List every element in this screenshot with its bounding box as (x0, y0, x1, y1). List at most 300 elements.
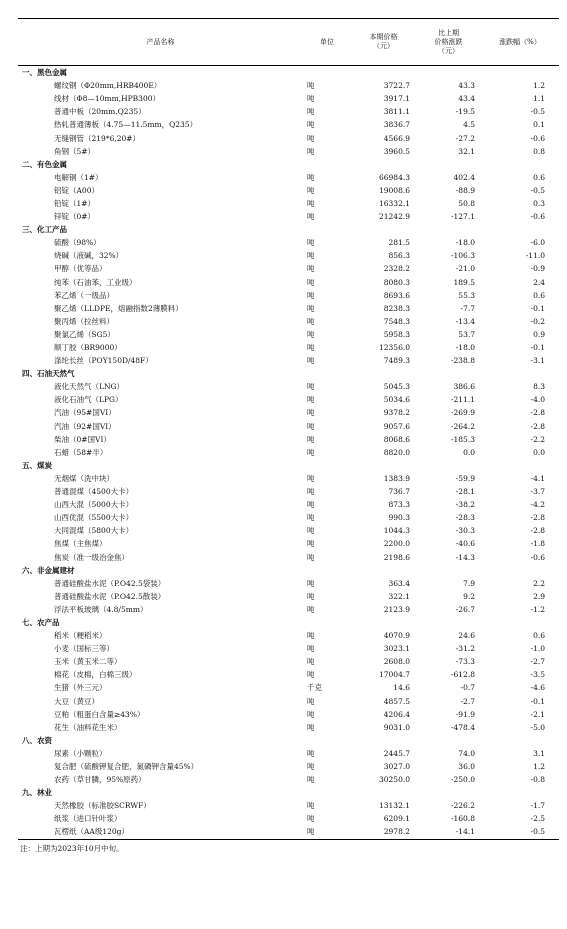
table-row (18, 328, 559, 341)
section-row (18, 616, 559, 629)
change-cell: 32.1 (458, 146, 475, 156)
unit-cell: 吨 (307, 578, 315, 588)
price-cell: 14.6 (393, 683, 410, 693)
change-cell: -211.1 (450, 395, 475, 405)
price-cell: 873.3 (388, 500, 410, 510)
change-cell: 4.5 (463, 120, 475, 130)
change-cell: -226.2 (450, 801, 475, 811)
change-cell: -2.7 (460, 696, 475, 706)
header-price-line-1: 本期价格 (369, 33, 398, 41)
price-cell: 5045.3 (383, 382, 410, 392)
table-row (18, 721, 559, 734)
product-name-cell: 农药（草甘膦，95%原药） (54, 775, 146, 785)
unit-cell: 吨 (307, 591, 315, 601)
percent-cell: -5.0 (530, 722, 545, 732)
unit-cell: 吨 (307, 290, 315, 300)
percent-cell: -2.5 (530, 814, 545, 824)
percent-cell: -4.1 (530, 473, 545, 483)
table-row (18, 472, 559, 485)
price-cell: 2123.9 (383, 604, 410, 614)
product-name-cell: 汽油（92#国VI） (54, 421, 116, 431)
percent-cell: 3.1 (533, 748, 545, 758)
unit-cell: 吨 (307, 722, 315, 732)
percent-cell: -0.2 (530, 316, 545, 326)
table-row (18, 197, 559, 210)
unit-cell: 吨 (307, 670, 315, 680)
price-cell: 3023.1 (383, 644, 410, 654)
price-cell: 3811.1 (383, 107, 410, 117)
product-name-cell: 纯苯（石油苯，工业级） (54, 277, 137, 287)
section-row (18, 158, 559, 171)
percent-cell: 0.0 (533, 447, 545, 457)
product-name-cell: 普通混煤（4500大卡） (54, 487, 134, 497)
product-name-cell: 甲醇（优等品） (54, 264, 107, 274)
unit-cell: 吨 (307, 500, 315, 510)
percent-cell: 2.9 (533, 591, 545, 601)
price-cell: 8238.3 (383, 303, 410, 313)
change-cell: 402.4 (453, 172, 475, 182)
change-cell: -19.5 (455, 107, 475, 117)
percent-cell: -4.6 (530, 683, 545, 693)
price-cell: 8820.0 (383, 447, 410, 457)
table-row (18, 708, 559, 721)
product-name-cell: 汽油（95#国VI） (54, 408, 116, 418)
change-cell: 43.4 (458, 94, 475, 104)
price-cell: 1383.9 (383, 473, 410, 483)
product-name-cell: 顺丁胶（BR9000） (54, 343, 122, 353)
table-row (18, 380, 559, 393)
product-name-cell: 锌锭（0#） (54, 212, 96, 222)
section-title: 一、黑色金属 (22, 68, 67, 78)
product-name-cell: 浮法平板玻璃（4.8/5mm） (54, 604, 148, 614)
price-cell: 5958.3 (383, 329, 410, 339)
unit-cell: 吨 (307, 185, 315, 195)
price-cell: 4566.9 (383, 133, 410, 143)
product-name-cell: 聚氯乙烯（SG5） (54, 329, 115, 339)
percent-cell: -4.0 (530, 395, 545, 405)
price-cell: 3960.5 (383, 146, 410, 156)
product-name-cell: 复合肥（硫酸钾复合肥，氮磷钾含量45%） (54, 762, 199, 772)
unit-cell: 吨 (307, 94, 315, 104)
table-row (18, 485, 559, 498)
price-cell: 4070.9 (383, 631, 410, 641)
price-cell: 9031.0 (383, 722, 410, 732)
unit-cell: 吨 (307, 696, 315, 706)
product-name-cell: 普通中板（20mm,Q235） (54, 107, 146, 117)
table-row (18, 773, 559, 786)
percent-cell: -0.1 (530, 343, 545, 353)
percent-cell: -0.9 (530, 264, 545, 274)
product-name-cell: 螺纹钢（Φ20mm,HRB400E） (54, 81, 162, 91)
change-cell: -238.8 (450, 356, 475, 366)
table-body (18, 66, 559, 840)
product-name-cell: 液化天然气（LNG） (54, 382, 125, 392)
price-cell: 3917.1 (383, 94, 410, 104)
table-row (18, 642, 559, 655)
percent-cell: -1.2 (530, 604, 545, 614)
price-cell: 4206.4 (383, 709, 410, 719)
table-row (18, 236, 559, 249)
percent-cell: -0.6 (530, 552, 545, 562)
percent-cell: 0.1 (533, 120, 545, 130)
product-name-cell: 普通硅酸盐水泥（P.O42.5散装） (54, 591, 166, 601)
product-name-cell: 铅锭（1#） (54, 198, 96, 208)
table-row (18, 420, 559, 433)
percent-cell: -0.6 (530, 133, 545, 143)
price-cell: 9057.6 (383, 421, 410, 431)
table-row (18, 210, 559, 223)
change-cell: -478.4 (450, 722, 475, 732)
percent-cell: 0.6 (533, 290, 545, 300)
product-name-cell: 玉米（黄玉米二等） (54, 657, 122, 667)
price-cell: 3836.7 (383, 120, 410, 130)
unit-cell: 吨 (307, 343, 315, 353)
price-cell: 13132.1 (378, 801, 410, 811)
table-row (18, 577, 559, 590)
percent-cell: -2.8 (530, 513, 545, 523)
table-row (18, 498, 559, 511)
table-row (18, 92, 559, 105)
table-row (18, 603, 559, 616)
unit-cell: 吨 (307, 775, 315, 785)
unit-cell: 吨 (307, 487, 315, 497)
table-row (18, 131, 559, 144)
change-cell: -28.3 (455, 513, 475, 523)
price-cell: 1044.3 (383, 526, 410, 536)
section-title: 五、煤炭 (22, 460, 52, 470)
price-cell: 3722.7 (383, 81, 410, 91)
unit-cell: 吨 (307, 146, 315, 156)
percent-cell: -3.5 (530, 670, 545, 680)
product-name-cell: 山西优混（5500大卡） (54, 513, 134, 523)
price-cell: 9378.2 (383, 408, 410, 418)
change-cell: -14.3 (455, 552, 475, 562)
product-name-cell: 稻米（粳稻米） (54, 631, 107, 641)
unit-cell: 吨 (307, 801, 315, 811)
product-name-cell: 瓦楞纸（AA级120g） (18, 825, 303, 839)
price-cell: 322.1 (388, 591, 410, 601)
unit-cell: 吨 (307, 81, 315, 91)
product-name-cell: 山西大混（5000大卡） (54, 500, 134, 510)
price-cell: 5034.6 (383, 395, 410, 405)
product-name-cell: 尿素（小颗粒） (54, 748, 107, 758)
change-cell: -185.3 (450, 434, 475, 444)
change-cell: -88.9 (455, 185, 475, 195)
section-row (18, 459, 559, 472)
unit-cell: 吨 (307, 133, 315, 143)
change-cell: -18.0 (455, 343, 475, 353)
unit-cell: 吨 (303, 825, 351, 839)
price-cell: 30250.0 (378, 775, 410, 785)
price-cell: 2978.2 (351, 825, 416, 839)
table-row (18, 511, 559, 524)
unit-cell: 吨 (307, 644, 315, 654)
unit-cell: 千克 (307, 683, 322, 693)
footnote: 注：上期为2023年10月中旬。 (20, 843, 124, 853)
product-name-cell: 苯乙烯（一级品） (54, 290, 114, 300)
price-cell: 3027.0 (383, 762, 410, 772)
change-cell: -264.2 (450, 421, 475, 431)
header-price-line-2: （元） (373, 42, 394, 50)
section-row (18, 66, 559, 80)
unit-cell: 吨 (307, 814, 315, 824)
unit-cell: 吨 (307, 212, 315, 222)
price-cell: 8080.3 (383, 277, 410, 287)
unit-cell: 吨 (307, 447, 315, 457)
table-header-row (18, 19, 559, 66)
percent-cell: 8.3 (533, 382, 545, 392)
percent-cell: 2.4 (533, 277, 545, 287)
header-change-percent: 涨跌幅（%） (481, 19, 559, 66)
price-cell: 7548.3 (383, 316, 410, 326)
change-cell: -269.9 (450, 408, 475, 418)
price-cell: 19008.6 (378, 185, 410, 195)
table-row (18, 249, 559, 262)
price-cell: 7489.3 (383, 356, 410, 366)
percent-cell: 0.6 (533, 631, 545, 641)
unit-cell: 吨 (307, 356, 315, 366)
section-title: 八、农资 (22, 735, 52, 745)
percent-cell: -0.1 (530, 303, 545, 313)
change-cell: 0.0 (463, 447, 475, 457)
product-name-cell: 无烟煤（洗中块） (54, 473, 114, 483)
product-name-cell: 聚乙烯（LLDPE，熔融指数2薄膜料） (54, 303, 183, 313)
product-name-cell: 纸浆（进口针叶浆） (54, 814, 122, 824)
change-cell: -612.8 (450, 670, 475, 680)
unit-cell: 吨 (307, 513, 315, 523)
percent-cell: -2.8 (530, 408, 545, 418)
product-name-cell: 生猪（外三元） (54, 683, 107, 693)
product-name-cell: 铝锭（A00） (54, 185, 99, 195)
change-cell: 50.8 (458, 198, 475, 208)
percent-cell: -0.6 (530, 212, 545, 222)
product-name-cell: 大同混煤（5800大卡） (54, 526, 134, 536)
percent-cell: -0.1 (530, 696, 545, 706)
percent-cell: -3.1 (530, 356, 545, 366)
change-cell: -27.2 (455, 133, 475, 143)
header-change-line-2: 价格涨跌 (434, 37, 463, 46)
percent-cell: 0.8 (533, 146, 545, 156)
product-name-cell: 石蜡（58#半） (54, 447, 108, 457)
table-row (18, 315, 559, 328)
change-cell: -38.2 (455, 500, 475, 510)
section-row (18, 367, 559, 380)
unit-cell: 吨 (307, 251, 315, 261)
unit-cell: 吨 (307, 552, 315, 562)
price-cell: 17004.7 (378, 670, 410, 680)
section-row (18, 734, 559, 747)
header-change-line-3: （元） (438, 46, 459, 55)
table-row (18, 537, 559, 550)
change-cell: -14.1 (416, 825, 481, 839)
table-row (18, 354, 559, 367)
unit-cell: 吨 (307, 277, 315, 287)
unit-cell: 吨 (307, 316, 315, 326)
change-cell: 53.7 (458, 329, 475, 339)
table-row (18, 550, 559, 563)
table-row (18, 145, 559, 158)
price-cell: 66984.3 (378, 172, 410, 182)
unit-cell: 吨 (307, 382, 315, 392)
product-name-cell: 焦煤（主焦煤） (54, 539, 107, 549)
change-cell: -106.3 (450, 251, 475, 261)
product-name-cell: 棉花（皮棉，白棉三级） (54, 670, 137, 680)
change-cell: -31.2 (455, 644, 475, 654)
change-cell: 43.3 (458, 81, 475, 91)
price-cell: 2198.6 (383, 552, 410, 562)
percent-cell: -2.8 (530, 421, 545, 431)
header-current-price (351, 19, 416, 66)
change-cell: 36.0 (458, 762, 475, 772)
price-cell: 2200.0 (383, 539, 410, 549)
table-row (18, 184, 559, 197)
unit-cell: 吨 (307, 329, 315, 339)
unit-cell: 吨 (307, 107, 315, 117)
change-cell: -59.9 (455, 473, 475, 483)
table-row (18, 524, 559, 537)
product-name-cell: 线材（Φ8—10mm,HPB300） (54, 94, 160, 104)
percent-cell: -0.5 (530, 107, 545, 117)
product-name-cell: 烧碱（液碱，32%） (54, 251, 124, 261)
percent-cell: -1.0 (530, 644, 545, 654)
table-row (18, 446, 559, 459)
price-cell: 8068.6 (383, 434, 410, 444)
unit-cell: 吨 (307, 539, 315, 549)
section-row (18, 223, 559, 236)
section-row (18, 564, 559, 577)
percent-cell: -2.7 (530, 657, 545, 667)
change-cell: 189.5 (453, 277, 475, 287)
percent-cell: -2.8 (530, 526, 545, 536)
change-cell: -91.9 (455, 709, 475, 719)
change-cell: -21.0 (455, 264, 475, 274)
section-title: 二、有色金属 (22, 159, 67, 169)
unit-cell: 吨 (307, 657, 315, 667)
price-cell: 21242.9 (378, 212, 410, 222)
change-cell: -127.1 (450, 212, 475, 222)
price-cell: 8693.6 (383, 290, 410, 300)
unit-cell: 吨 (307, 631, 315, 641)
percent-cell: -0.5 (530, 185, 545, 195)
price-cell: 2328.2 (383, 264, 410, 274)
header-change-line-1: 比上期 (438, 28, 459, 37)
percent-cell: -4.2 (530, 500, 545, 510)
change-cell: -28.1 (455, 487, 475, 497)
product-name-cell: 天然橡胶（标准胶SCRWF） (54, 801, 151, 811)
price-cell: 2608.0 (383, 657, 410, 667)
table-row (18, 105, 559, 118)
table-row (18, 668, 559, 681)
change-cell: -40.6 (455, 539, 475, 549)
percent-cell: -1.8 (530, 539, 545, 549)
section-title: 四、石油天然气 (22, 369, 75, 379)
change-cell: -73.3 (455, 657, 475, 667)
table-row (18, 590, 559, 603)
product-name-cell: 普通硅酸盐水泥（P.O42.5袋装） (54, 578, 166, 588)
table-row (18, 302, 559, 315)
section-row (18, 786, 559, 799)
table-row (18, 79, 559, 92)
price-cell: 6209.1 (383, 814, 410, 824)
change-cell: -26.7 (455, 604, 475, 614)
price-cell: 856.3 (388, 251, 410, 261)
table-row (18, 341, 559, 354)
percent-cell: 1.2 (533, 81, 545, 91)
product-name-cell: 热轧普通薄板（4.75—11.5mm，Q235） (54, 120, 198, 130)
table-row (18, 681, 559, 694)
table-row (18, 655, 559, 668)
unit-cell: 吨 (307, 709, 315, 719)
product-name-cell: 柴油（0#国VI） (54, 434, 111, 444)
unit-cell: 吨 (307, 198, 315, 208)
table-row (18, 393, 559, 406)
product-name-cell: 花生（油料花生米） (54, 722, 122, 732)
header-price-change (416, 19, 481, 66)
change-cell: -30.3 (455, 526, 475, 536)
percent-cell: -0.5 (481, 825, 559, 839)
product-name-cell: 涤纶长丝（POY150D/48F） (54, 356, 153, 366)
unit-cell: 吨 (307, 762, 315, 772)
percent-cell: -2.1 (530, 709, 545, 719)
section-title: 九、林业 (22, 788, 52, 798)
percent-cell: -0.8 (530, 775, 545, 785)
percent-cell: 0.9 (533, 329, 545, 339)
percent-cell: -6.0 (530, 238, 545, 248)
change-cell: 386.6 (453, 382, 475, 392)
unit-cell: 吨 (307, 172, 315, 182)
change-cell: -13.4 (455, 316, 475, 326)
table-row (18, 289, 559, 302)
unit-cell: 吨 (307, 604, 315, 614)
product-name-cell: 大豆（黄豆） (54, 696, 99, 706)
table-row (18, 276, 559, 289)
percent-cell: 1.1 (533, 94, 545, 104)
section-title: 六、非金属建材 (22, 565, 75, 575)
price-cell: 12356.0 (378, 343, 410, 353)
header-product-name: 产品名称 (18, 19, 303, 66)
unit-cell: 吨 (307, 473, 315, 483)
table-row (18, 695, 559, 708)
change-cell: -18.0 (455, 238, 475, 248)
product-name-cell: 聚丙烯（拉丝料） (54, 316, 114, 326)
table-row (18, 262, 559, 275)
price-table (18, 18, 559, 840)
percent-cell: 0.3 (533, 198, 545, 208)
section-title: 三、化工产品 (22, 225, 67, 235)
product-name-cell: 硫酸（98%） (54, 238, 101, 248)
price-cell: 363.4 (388, 578, 410, 588)
table-row (18, 812, 559, 825)
percent-cell: -3.7 (530, 487, 545, 497)
change-cell: 24.6 (458, 631, 475, 641)
unit-cell: 吨 (307, 408, 315, 418)
table-row (18, 406, 559, 419)
percent-cell: 0.6 (533, 172, 545, 182)
table-row (18, 118, 559, 131)
unit-cell: 吨 (307, 395, 315, 405)
table-row (18, 747, 559, 760)
table-row (18, 825, 559, 839)
unit-cell: 吨 (307, 748, 315, 758)
product-name-cell: 角钢（5#） (54, 146, 96, 156)
table-row (18, 629, 559, 642)
product-name-cell: 液化石油气（LPG） (54, 395, 123, 405)
table-row (18, 799, 559, 812)
table-row (18, 760, 559, 773)
product-name-cell: 豆粕（粗蛋白含量≥43%） (54, 709, 145, 719)
product-name-cell: 小麦（国标三等） (54, 644, 114, 654)
unit-cell: 吨 (307, 238, 315, 248)
